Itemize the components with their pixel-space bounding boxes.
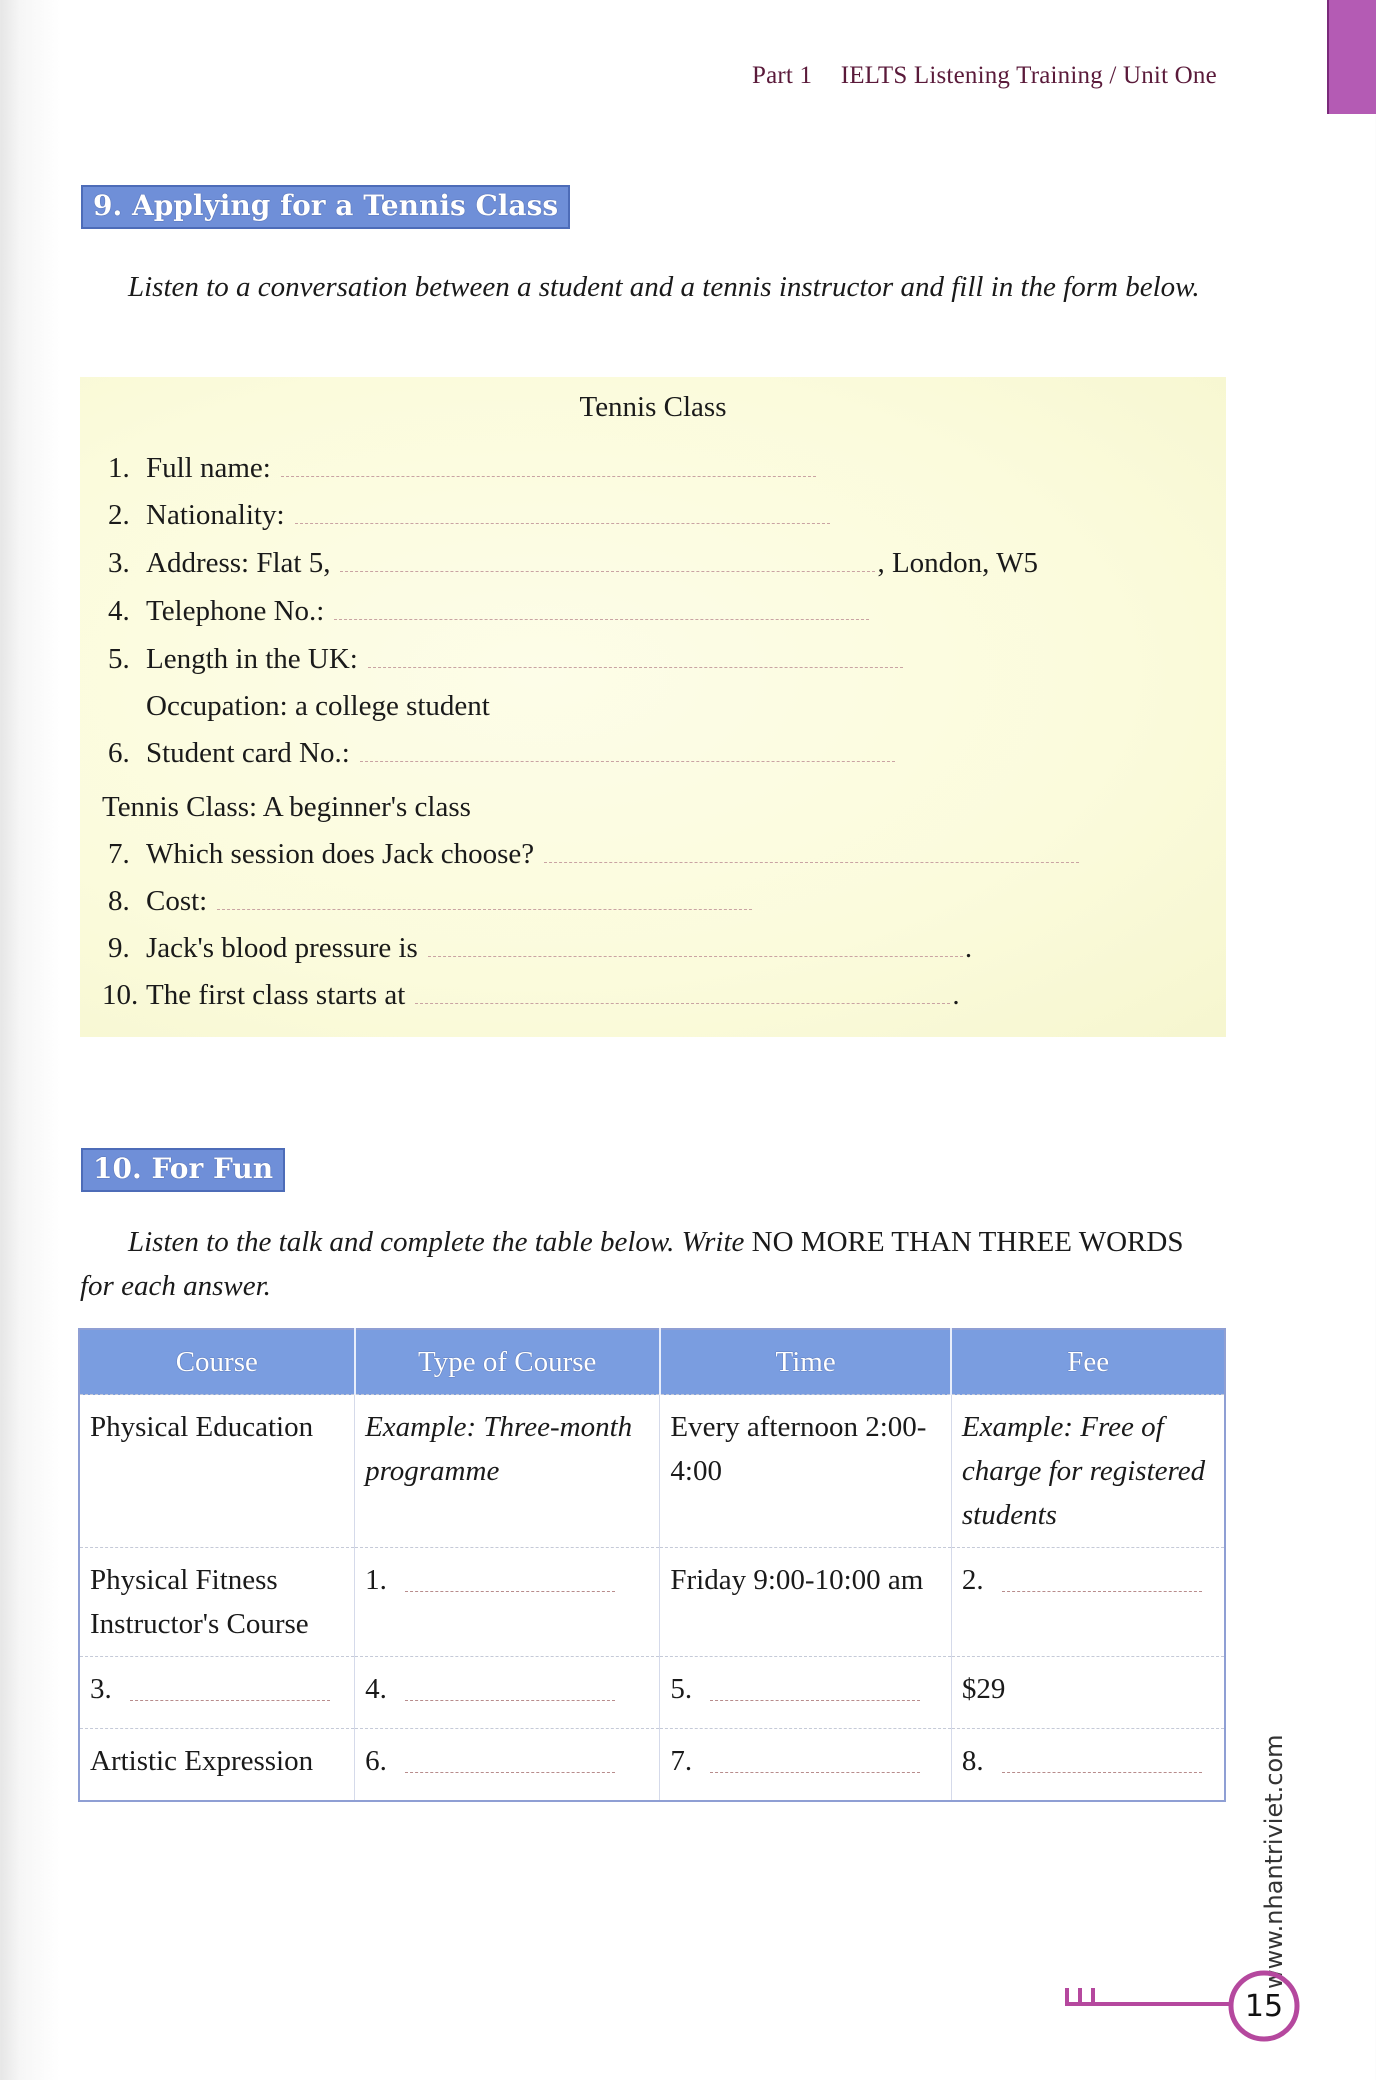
instruction-emphasis: NO MORE THAN THREE WORDS: [751, 1226, 1184, 1258]
form-row-first-class: [102, 979, 960, 1012]
item-number: 7.: [108, 838, 130, 870]
item-suffix: .: [964, 932, 973, 964]
answer-blank-8[interactable]: [1002, 1771, 1202, 1773]
item-label: Jack's blood pressure is: [146, 932, 418, 964]
table-cell: Artistic Expression: [79, 1729, 355, 1801]
item-label: Length in the UK:: [146, 643, 358, 675]
form-row-blood-pressure: [108, 932, 972, 965]
form-row-telephone: [108, 595, 869, 628]
example-text: Example: Free of charge for registered students: [961, 1411, 1206, 1531]
header-fee: Fee: [951, 1329, 1225, 1395]
item-suffix: .: [952, 979, 960, 1011]
running-header-part: Part 1: [752, 62, 813, 89]
table-cell: [355, 1548, 660, 1657]
answer-blank-10[interactable]: [415, 1002, 950, 1004]
item-number: 3.: [108, 547, 130, 579]
table-cell: Physical Fitness Instructor's Course: [79, 1548, 355, 1657]
answer-blank-8[interactable]: [217, 908, 752, 910]
table-cell: [660, 1657, 951, 1729]
table-row: [79, 1657, 1225, 1729]
page-number: 15: [1244, 1989, 1284, 2024]
item-number: 1.: [108, 452, 130, 484]
course-table: [78, 1328, 1226, 1802]
item-number: 7.: [670, 1745, 693, 1777]
section-9-heading: 9. Applying for a Tennis Class: [81, 185, 570, 229]
form-row-nationality: [108, 499, 830, 532]
item-label: Tennis Class: A beginner's class: [102, 791, 471, 823]
section-10-heading: 10. For Fun: [81, 1148, 285, 1192]
table-row: [79, 1395, 1225, 1548]
item-number: 8.: [108, 885, 130, 917]
instruction-end: for each answer.: [80, 1270, 271, 1302]
chapter-thumb-tab: [1327, 0, 1376, 114]
item-number: 1.: [365, 1564, 387, 1596]
table-cell: [355, 1729, 660, 1801]
item-number: 4.: [365, 1673, 387, 1705]
header-type: Type of Course: [355, 1329, 660, 1395]
item-label: Nationality:: [146, 499, 285, 531]
website-watermark: [1252, 1670, 1292, 1990]
item-number: 3.: [90, 1673, 112, 1705]
form-row-length-uk: [108, 643, 903, 676]
form-title: Tennis Class: [579, 391, 727, 423]
answer-blank-4[interactable]: [334, 618, 869, 620]
item-number: 5.: [670, 1673, 693, 1705]
answer-blank-9[interactable]: [428, 955, 963, 957]
table-cell: [951, 1395, 1225, 1548]
section-9-instruction: [80, 265, 1220, 309]
item-number: 6.: [365, 1745, 387, 1777]
table-cell: Every afternoon 2:00-4:00: [660, 1395, 951, 1548]
item-number: 2.: [108, 499, 130, 531]
answer-blank-1[interactable]: [281, 475, 816, 477]
running-header: [752, 62, 1217, 90]
table-header-row: [79, 1329, 1225, 1395]
item-label: Full name:: [146, 452, 271, 484]
item-label: Telephone No.:: [146, 595, 325, 627]
answer-blank-7[interactable]: [710, 1771, 920, 1773]
answer-blank-3[interactable]: [130, 1699, 330, 1701]
item-number: 8.: [961, 1745, 984, 1777]
item-label: Which session does Jack choose?: [146, 838, 535, 870]
answer-blank-2[interactable]: [1002, 1590, 1202, 1592]
item-number: 5.: [108, 643, 130, 675]
table-cell: [951, 1729, 1225, 1801]
table-cell: Physical Education: [79, 1395, 355, 1548]
table-cell: [79, 1657, 355, 1729]
answer-blank-7[interactable]: [544, 861, 1079, 863]
table-cell: [355, 1657, 660, 1729]
header-time: Time: [660, 1329, 951, 1395]
answer-blank-6[interactable]: [360, 760, 895, 762]
item-number: 2.: [961, 1564, 984, 1596]
table-cell: [951, 1548, 1225, 1657]
item-label: Cost:: [146, 885, 208, 917]
header-course: Course: [79, 1329, 355, 1395]
tennis-class-form: [80, 377, 1226, 1037]
item-number: 9.: [108, 932, 130, 964]
form-row-address: [108, 547, 1038, 580]
answer-blank-3[interactable]: [340, 570, 875, 572]
table-cell: Friday 9:00-10:00 am: [660, 1548, 951, 1657]
running-header-title: IELTS Listening Training / Unit One: [840, 62, 1217, 89]
answer-blank-2[interactable]: [295, 522, 830, 524]
section-10-instruction: [80, 1220, 1220, 1308]
answer-blank-5[interactable]: [368, 666, 903, 668]
instruction-italic: Listen to the talk and complete the table below. Write: [128, 1226, 752, 1258]
item-number: 6.: [108, 737, 130, 769]
answer-blank-4[interactable]: [405, 1699, 615, 1701]
item-number: 10.: [102, 979, 139, 1011]
form-row-full-name: [108, 452, 816, 485]
item-number: 4.: [108, 595, 130, 627]
item-label: Student card No.:: [146, 737, 350, 769]
table-row: [79, 1729, 1225, 1801]
watermark-text: www.nhantriviet.com: [1260, 1734, 1288, 1989]
table-cell: $29: [951, 1657, 1225, 1729]
form-row-occupation: [146, 690, 490, 723]
example-text: Example: Three-month programme: [365, 1411, 633, 1487]
answer-blank-5[interactable]: [710, 1699, 920, 1701]
form-row-session: [108, 838, 1079, 871]
form-row-tennis-class: [102, 791, 471, 824]
table-cell: [660, 1729, 951, 1801]
table-cell: [355, 1395, 660, 1548]
form-row-cost: [108, 885, 752, 918]
item-suffix: , London, W5: [877, 547, 1039, 579]
item-label: The first class starts at: [146, 979, 406, 1011]
table-row: [79, 1548, 1225, 1657]
item-label: Address: Flat 5,: [146, 547, 331, 579]
answer-blank-6[interactable]: [405, 1771, 615, 1773]
section-9-instruction-text: Listen to a conversation between a student and a tennis instructor and fill in the form below.: [128, 271, 1200, 303]
form-row-student-card: [108, 737, 895, 770]
answer-blank-1[interactable]: [405, 1590, 615, 1592]
item-label: Occupation: a college student: [146, 690, 490, 722]
